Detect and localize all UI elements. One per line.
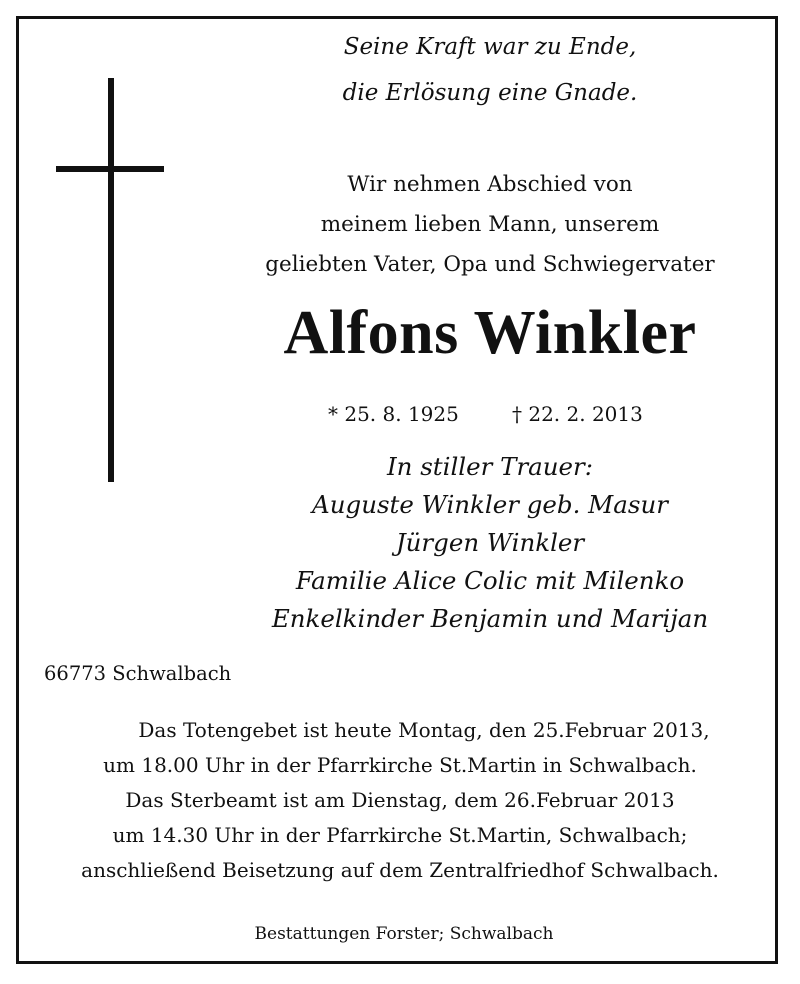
- service-info-line: anschließend Beisetzung auf dem Zentralfriedhof Schwalbach.: [81, 858, 719, 882]
- mourners-heading: In stiller Trauer:: [386, 452, 594, 481]
- mourner-line: Auguste Winkler geb. Masur: [312, 490, 668, 519]
- birth-date: * 25. 8. 1925: [328, 402, 459, 426]
- service-info-line: um 18.00 Uhr in der Pfarrkirche St.Martin in Schwalbach.: [103, 753, 697, 777]
- intro-line-3: geliebten Vater, Opa und Schwiegervater: [265, 252, 715, 277]
- service-info-line: Das Totengebet ist heute Montag, den 25.Februar 2013,: [138, 718, 710, 742]
- service-info-line: um 14.30 Uhr in der Pfarrkirche St.Martin, Schwalbach;: [112, 823, 688, 847]
- service-info-line: Das Sterbeamt ist am Dienstag, dem 26.Februar 2013: [125, 788, 675, 812]
- deceased-name: Alfons Winkler: [283, 299, 697, 367]
- motto-line-1: Seine Kraft war zu Ende,: [343, 34, 637, 60]
- motto-line-2: die Erlösung eine Gnade.: [342, 80, 638, 106]
- mourner-line: Enkelkinder Benjamin und Marijan: [271, 604, 709, 633]
- mourner-line: Jürgen Winkler: [395, 528, 585, 557]
- intro-line-2: meinem lieben Mann, unserem: [320, 212, 660, 237]
- intro-line-1: Wir nehmen Abschied von: [347, 172, 633, 197]
- mourner-line: Familie Alice Colic mit Milenko: [295, 566, 685, 595]
- place-of-residence: 66773 Schwalbach: [44, 662, 232, 685]
- death-date: † 22. 2. 2013: [512, 402, 643, 426]
- cross-horizontal-bar: [56, 166, 164, 172]
- undertaker-credit: Bestattungen Forster; Schwalbach: [254, 924, 554, 944]
- cross-vertical-bar: [108, 78, 114, 482]
